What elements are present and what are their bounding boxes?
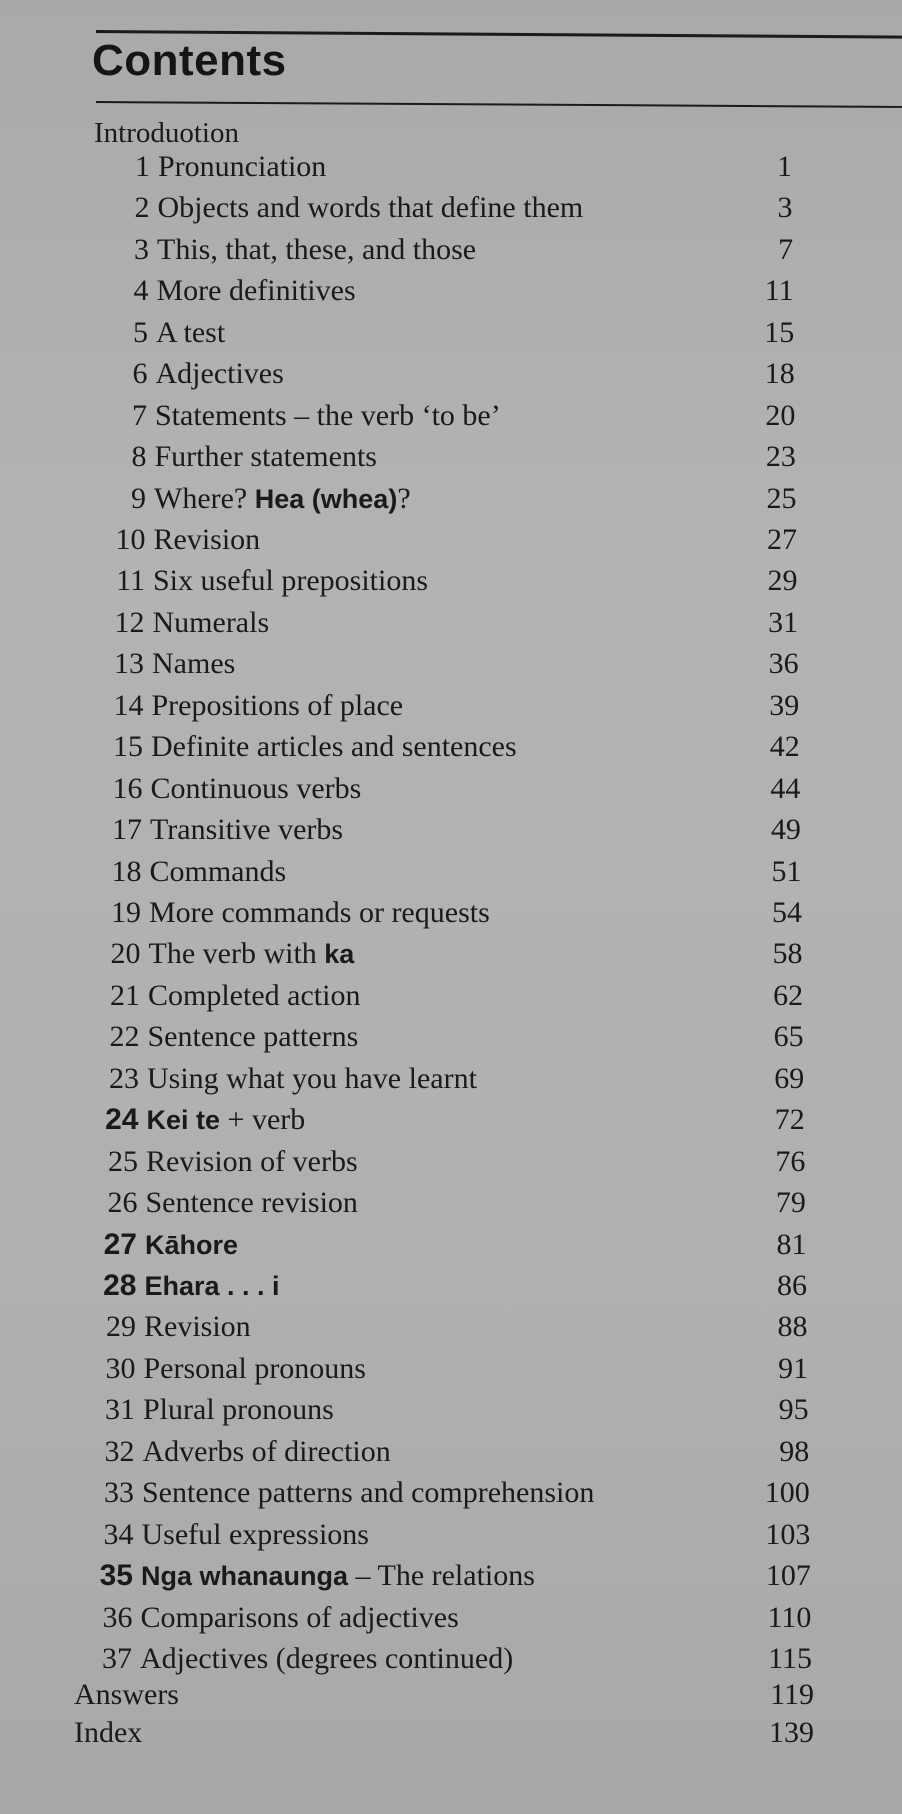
toc-entry-number: 36 [102, 1600, 133, 1634]
toc-entry-title [150, 813, 343, 847]
toc-entry-number: 5 [133, 315, 148, 349]
toc-entry-number: 25 [108, 1144, 138, 1178]
toc-entry-title [145, 1269, 280, 1303]
toc-entry[interactable] [74, 1310, 808, 1350]
toc-entry-title [141, 1559, 535, 1593]
toc-entry-title [154, 523, 261, 557]
toc-entry-title-text: Sentence patterns [147, 1020, 359, 1054]
toc-entry-title-text: Statements – the verb ‘to be’ [155, 398, 501, 432]
toc-entry-title-text: Revision [153, 523, 261, 556]
toc-entry[interactable] [75, 1269, 808, 1309]
toc-entry-title [156, 357, 284, 391]
toc-entry-page: 115 [768, 1642, 812, 1675]
toc-entry[interactable] [83, 606, 799, 646]
toc-entry-number: 24 [105, 1103, 139, 1137]
toc-entry-page: 65 [773, 1020, 804, 1054]
toc-entry-title-text: More definitives [156, 274, 356, 308]
toc-entry-number: 31 [105, 1393, 135, 1427]
toc-entry-title-bold: Hea (whea) [254, 483, 398, 514]
toc-entry-number: 10 [115, 523, 146, 556]
toc-entry-title [143, 1435, 391, 1469]
toc-entry-title-text: Definite articles and sentences [151, 730, 517, 764]
toc-entry-title-text: Sentence patterns and comprehension [142, 1476, 595, 1510]
toc-entry-title-text: Names [152, 647, 236, 681]
toc-entry-number: 18 [111, 854, 142, 888]
toc-entry-title-text: Personal pronouns [143, 1351, 366, 1385]
toc-entry-page: 139 [769, 1716, 814, 1749]
toc-entry-number: 4 [133, 274, 149, 308]
toc-entry[interactable] [85, 440, 796, 480]
toc-entry-title-text: A test [156, 315, 226, 349]
toc-entry-title [155, 399, 501, 433]
toc-entry-title-text: Useful expressions [141, 1517, 369, 1551]
toc-entry-title-text: Plural pronouns [143, 1393, 334, 1427]
toc-entry-page: 79 [775, 1186, 806, 1220]
toc-entry-title [157, 233, 476, 267]
toc-entry-title [152, 647, 235, 681]
toc-entry-title [158, 191, 584, 225]
toc-entry-page: 119 [770, 1678, 814, 1711]
toc-entry[interactable] [77, 1062, 804, 1102]
toc-entry-number: 6 [132, 357, 148, 391]
toc-entry-number: 16 [112, 771, 143, 805]
toc-entry-title-text: Adverbs of direction [142, 1434, 391, 1468]
toc-entry[interactable] [72, 1518, 811, 1558]
toc-entry-number: 9 [131, 481, 146, 515]
toc-entry[interactable] [85, 399, 795, 439]
toc-entry-page: 11 [764, 274, 794, 308]
toc-entry-page: 25 [766, 481, 797, 515]
toc-entry-number: 37 [102, 1642, 132, 1675]
toc-entry-number: 35 [99, 1559, 133, 1593]
toc-entry-number: 26 [107, 1186, 138, 1220]
toc-entry[interactable] [79, 937, 803, 977]
toc-entry-title [142, 1518, 369, 1552]
page-title: Contents [92, 36, 287, 85]
toc-entry-number: 14 [113, 688, 144, 722]
toc-entry-title-text: Comparisons of adjectives [140, 1600, 459, 1634]
toc-entry-number: 2 [134, 191, 150, 225]
toc-entry-title-text: Six useful prepositions [153, 564, 428, 598]
toc-entry[interactable] [87, 233, 793, 273]
toc-entry-page: 42 [769, 730, 800, 764]
toc-entry-label: Answers [74, 1678, 179, 1711]
toc-entry-title [152, 689, 404, 723]
toc-entry-number: 27 [103, 1227, 137, 1261]
toc-entry-page: 100 [764, 1476, 810, 1510]
toc-entry-title-text: This, that, these, and those [157, 232, 477, 266]
toc-entry-title [146, 1186, 358, 1220]
toc-entry-answers[interactable] [74, 1678, 814, 1712]
toc-entry-title [157, 274, 356, 308]
toc-entry-page: 76 [775, 1144, 806, 1178]
toc-entry-page: 72 [774, 1103, 805, 1137]
toc-entry[interactable] [80, 813, 801, 853]
toc-entry[interactable] [84, 523, 798, 563]
toc-entry-page: 51 [771, 854, 802, 888]
toc-entry-title-text: Adjectives [155, 357, 284, 391]
toc-entry-number: 1 [135, 150, 150, 183]
toc-entry-number: 12 [114, 605, 145, 639]
toc-entry-title-text: Objects and words that define them [157, 191, 584, 225]
toc-entry-title [148, 979, 360, 1013]
toc-entry-title-text: More commands or requests [149, 896, 490, 929]
toc-entry-title [149, 937, 355, 971]
toc-entry[interactable] [72, 1476, 810, 1516]
toc-entry-title-text: Numerals [152, 605, 270, 639]
toc-entry-page: 39 [769, 688, 800, 722]
toc-entry-title-text: Revision [144, 1310, 251, 1344]
toc-entry-title [144, 1352, 366, 1386]
toc-entry-number: 8 [131, 440, 147, 474]
toc-entry-title [154, 482, 411, 516]
toc-entry[interactable] [86, 357, 795, 397]
toc-entry-title [147, 1062, 477, 1096]
toc-entry-title-text: Sentence revision [145, 1186, 358, 1220]
toc-entry[interactable] [75, 1228, 806, 1268]
toc-entry[interactable] [79, 896, 802, 936]
toc-entry[interactable] [82, 689, 800, 729]
toc-entry[interactable] [77, 1103, 805, 1143]
toc-entry-page: 20 [765, 398, 796, 432]
toc-entry[interactable] [80, 855, 802, 895]
toc-entry-title [155, 440, 377, 474]
toc-entry-index[interactable] [74, 1716, 814, 1750]
toc-entry-page: 29 [767, 564, 798, 598]
toc-entry-title-text: Revision of verbs [146, 1144, 358, 1178]
toc-entry[interactable] [88, 150, 792, 190]
toc-entry-page: 7 [778, 232, 794, 266]
toc-entry-title [149, 896, 490, 930]
toc-entry-page: 86 [777, 1269, 807, 1302]
toc-entry-page: 95 [778, 1393, 809, 1427]
toc-entry-page: 49 [770, 813, 801, 847]
toc-entry-number: 22 [109, 1020, 140, 1054]
toc-entry-title [150, 855, 287, 889]
toc-entry[interactable] [74, 1352, 809, 1392]
toc-entry-number: 21 [110, 978, 140, 1012]
toc-entry-page: 88 [777, 1310, 808, 1344]
toc-entry-page: 69 [774, 1061, 805, 1095]
toc-entry-title [156, 316, 225, 350]
toc-entry-title [140, 1642, 513, 1676]
toc-entry[interactable] [84, 482, 796, 522]
toc-entry-title-bold: ka [324, 939, 355, 970]
toc-entry-title-text: ? [397, 481, 411, 515]
toc-entry[interactable] [87, 274, 794, 314]
toc-entry-page: 107 [765, 1559, 811, 1593]
toc-entry-page: 110 [767, 1600, 812, 1634]
toc-entry-title [146, 1145, 358, 1179]
toc-entry-title-text: Using what you have learnt [147, 1061, 477, 1095]
toc-entry-number: 11 [116, 564, 145, 598]
toc-entry-page: 91 [778, 1351, 809, 1385]
toc-entry-title-text: Where? [154, 481, 255, 515]
toc-entry[interactable] [86, 316, 794, 356]
toc-entry-number: 34 [103, 1517, 134, 1551]
toc-entry-title-text: The verb with [148, 937, 325, 971]
toc-entry-title-bold: Nga whanaunga [141, 1561, 349, 1592]
toc-entry-number: 28 [103, 1269, 137, 1302]
toc-entry-title-text: Prepositions of place [151, 688, 404, 722]
toc-entry[interactable] [88, 191, 793, 231]
toc-entry-title [144, 1310, 251, 1344]
toc-entry-page: 23 [765, 440, 796, 474]
toc-entry-title-bold: Kei te [146, 1105, 221, 1136]
toc-entry-page: 18 [764, 357, 795, 391]
toc-entry[interactable] [81, 772, 801, 812]
toc-entry-introduction[interactable]: Introduotion [94, 117, 239, 149]
toc-entry-page: 27 [767, 523, 797, 556]
toc-entry-page: 1 [777, 150, 792, 183]
toc-entry-title [143, 1393, 334, 1427]
toc-entry-title-text: Completed action [148, 978, 361, 1012]
toc-entry[interactable] [78, 1020, 804, 1060]
toc-entry-number: 23 [109, 1061, 139, 1095]
toc-entry-title [145, 1228, 238, 1262]
toc-entry-title [147, 1103, 306, 1137]
toc-entry-title [153, 564, 428, 598]
toc-entry[interactable] [73, 1435, 810, 1475]
toc-entry-title-text: Transitive verbs [150, 813, 344, 847]
toc-entry[interactable] [78, 979, 803, 1019]
toc-entry-number: 3 [134, 232, 149, 266]
toc-entry-page: 54 [772, 896, 802, 929]
toc-entry-title [148, 1020, 359, 1054]
toc-entry-title-text: + verb [220, 1103, 306, 1137]
toc-entry[interactable] [76, 1145, 805, 1185]
toc-entry-title [151, 772, 362, 806]
toc-entry-title-bold: Ehara . . . i [144, 1271, 280, 1301]
toc-entry-number: 20 [110, 937, 141, 971]
toc-entry[interactable] [76, 1186, 806, 1226]
toc-entry-title [141, 1601, 459, 1635]
toc-entry-title [153, 606, 270, 640]
toc-entry-title [142, 1476, 594, 1510]
toc-entry-page: 15 [764, 315, 795, 349]
toc-entry-label: Index [74, 1716, 143, 1749]
toc-entry[interactable] [83, 564, 798, 604]
toc-entry-page: 3 [777, 191, 793, 225]
toc-entry-title-text: Commands [149, 854, 287, 888]
toc-entry-number: 33 [104, 1476, 134, 1510]
toc-entry-title [158, 150, 326, 184]
toc-entry-number: 29 [106, 1310, 136, 1344]
toc-entry-title [151, 730, 517, 764]
toc-entry-title-text: Adjectives (degrees continued) [140, 1642, 514, 1675]
toc-entry[interactable] [73, 1393, 809, 1433]
toc-entry[interactable] [71, 1559, 811, 1599]
toc-entry-title-text: Further statements [154, 440, 377, 474]
toc-entry-page: 31 [768, 605, 799, 639]
toc-entry-title-text: Continuous verbs [150, 771, 362, 805]
toc-entry-number: 17 [112, 813, 142, 847]
toc-entry[interactable] [81, 730, 800, 770]
toc-entry-title-text: Pronunciation [158, 150, 327, 183]
toc-entry-number: 32 [104, 1434, 135, 1468]
toc-entry-page: 62 [773, 978, 804, 1012]
toc-entry[interactable] [82, 647, 799, 687]
toc-entry-number: 13 [114, 647, 144, 681]
toc-entry[interactable] [70, 1642, 812, 1682]
toc-entry-title-bold: Kāhore [145, 1229, 239, 1260]
toc-entry-number: 15 [113, 730, 143, 764]
toc-entry-number: 30 [105, 1351, 136, 1385]
toc-entry-page: 58 [772, 937, 803, 971]
toc-entry-number: 19 [111, 896, 141, 929]
toc-entry-page: 103 [765, 1517, 811, 1551]
toc-entry[interactable] [71, 1601, 812, 1641]
toc-entry-page: 81 [776, 1227, 807, 1261]
toc-entry-title-text: – The relations [348, 1559, 535, 1593]
toc-entry-page: 44 [770, 771, 801, 805]
toc-entry-page: 98 [779, 1434, 810, 1468]
toc-entry-page: 36 [768, 647, 799, 681]
toc-entry-number: 7 [132, 398, 147, 432]
